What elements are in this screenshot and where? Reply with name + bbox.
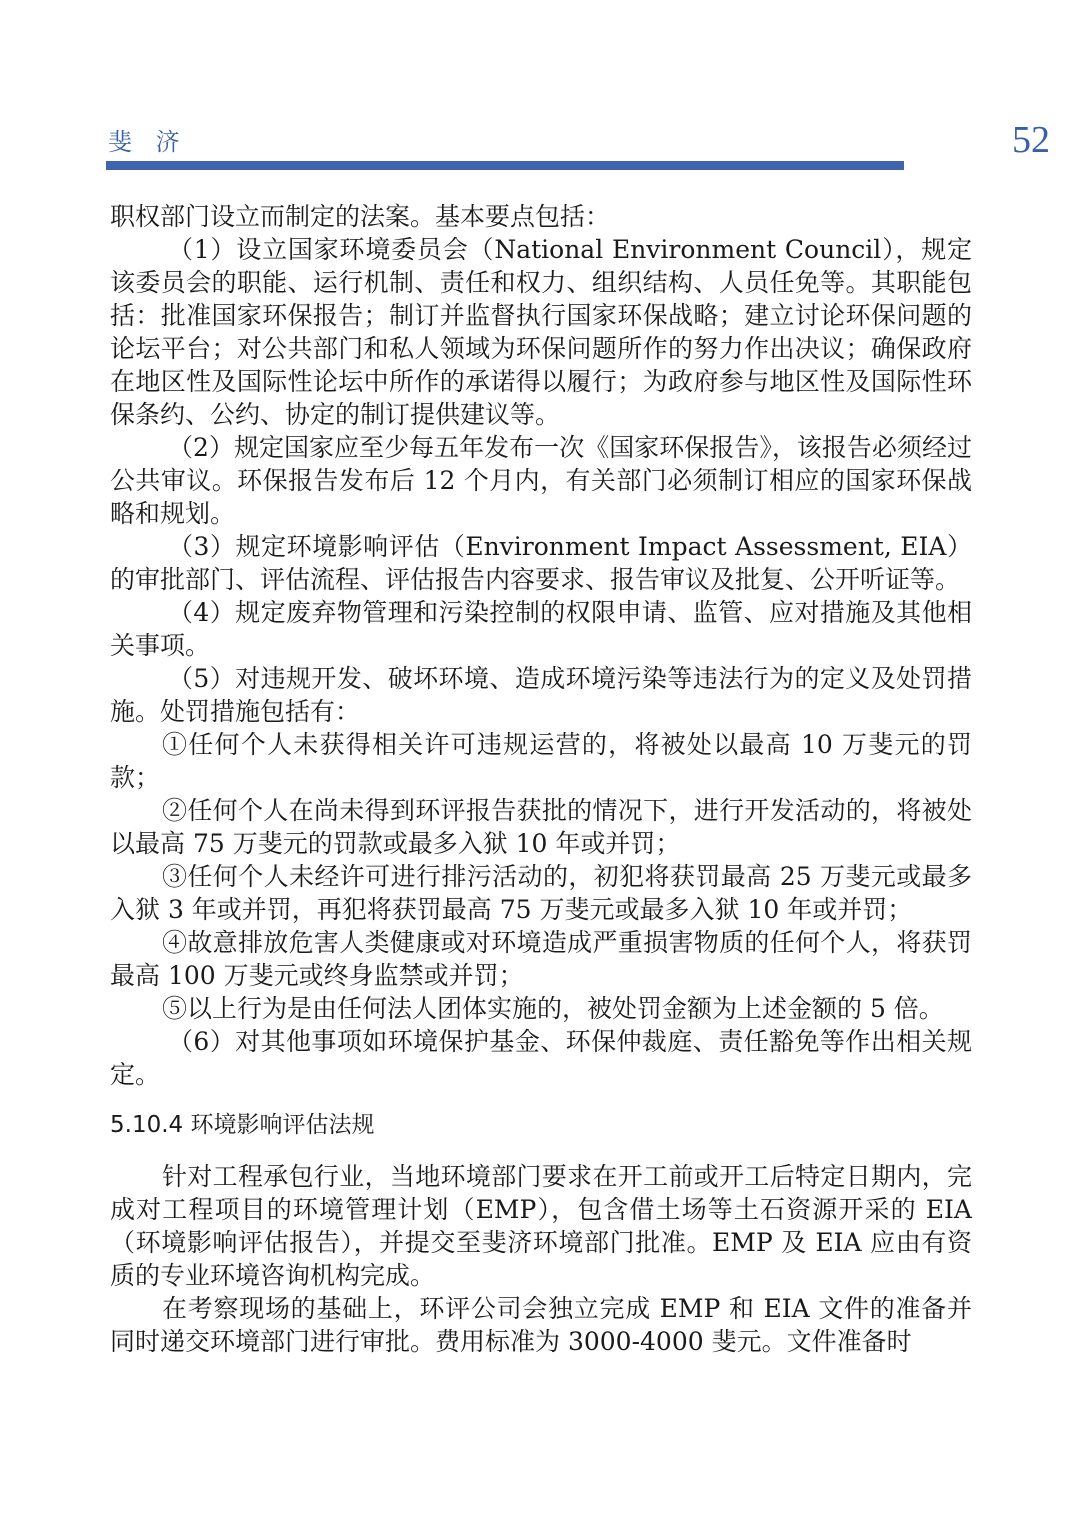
paragraph-item-5: （5）对违规开发、破坏环境、造成环境污染等违法行为的定义及处罚措施。处罚措施包括有： [110, 664, 972, 726]
document-body [110, 200, 972, 1358]
paragraph-intro: 职权部门设立而制定的法案。基本要点包括： [110, 202, 611, 231]
section-paragraph-1: 针对工程承包行业，当地环境部门要求在开工前或开工后特定日期内，完成对工程项目的环境管理计划（EMP），包含借土场等土石资源开采的 EIA（环境影响评估报告），并提交至斐济环境部门批准。EMP 及 EIA 应由有资质的专业环境咨询机构完成。 [110, 1162, 972, 1290]
paragraph-item-2: （2）规定国家应至少每五年发布一次《国家环保报告》，该报告必须经过公共审议。环保报告发布后 12 个月内，有关部门必须制订相应的国家环保战略和规划。 [110, 433, 972, 528]
section-paragraph-2: 在考察现场的基础上，环评公司会独立完成 EMP 和 EIA 文件的准备并同时递交环境部门进行审批。费用标准为 3000-4000 斐元。文件准备时 [110, 1294, 972, 1356]
penalty-item-3: ③任何个人未经许可进行排污活动的，初犯将获罚最高 25 万斐元或最多入狱 3 年或并罚，再犯将获罚最高 75 万斐元或最多入狱 10 年或并罚； [110, 862, 972, 924]
page-number: 52 [1012, 119, 1050, 161]
header-divider [106, 161, 904, 170]
section-heading: 5.10.4 环境影响评估法规 [110, 1112, 375, 1138]
penalty-item-1: ①任何个人未获得相关许可违规运营的，将被处以最高 10 万斐元的罚款； [110, 730, 972, 792]
header-title: 斐 济 [108, 128, 188, 156]
paragraph-item-6: （6）对其他事项如环境保护基金、环保仲裁庭、责任豁免等作出相关规定。 [110, 1027, 972, 1089]
paragraph-item-3: （3）规定环境影响评估（Environment Impact Assessment, EIA）的审批部门、评估流程、评估报告内容要求、报告审议及批复、公开听证等。 [110, 532, 972, 594]
paragraph-item-1: （1）设立国家环境委员会（National Environment Council），规定该委员会的职能、运行机制、责任和权力、组织结构、人员任免等。其职能包括：批准国家环保报告；制订并监督执行国家环保战略；建立讨论环保问题的论坛平台；对公共部门和私人领域为环保问题所作的努力作出决议；确保政府在地区性及国际性论坛中所作的承诺得以履行；为政府参与地区性及国际性环保条约、公约、协定的制订提供建议等。 [110, 235, 972, 429]
penalty-item-5: ⑤以上行为是由任何法人团体实施的，被处罚金额为上述金额的 5 倍。 [162, 994, 944, 1023]
penalty-item-2: ②任何个人在尚未得到环评报告获批的情况下，进行开发活动的，将被处以最高 75 万斐元的罚款或最多入狱 10 年或并罚； [110, 796, 972, 858]
paragraph-item-4: （4）规定废弃物管理和污染控制的权限申请、监管、应对措施及其他相关事项。 [110, 598, 972, 660]
penalty-item-4: ④故意排放危害人类健康或对环境造成严重损害物质的任何个人，将获罚最高 100 万斐元或终身监禁或并罚； [110, 928, 972, 990]
